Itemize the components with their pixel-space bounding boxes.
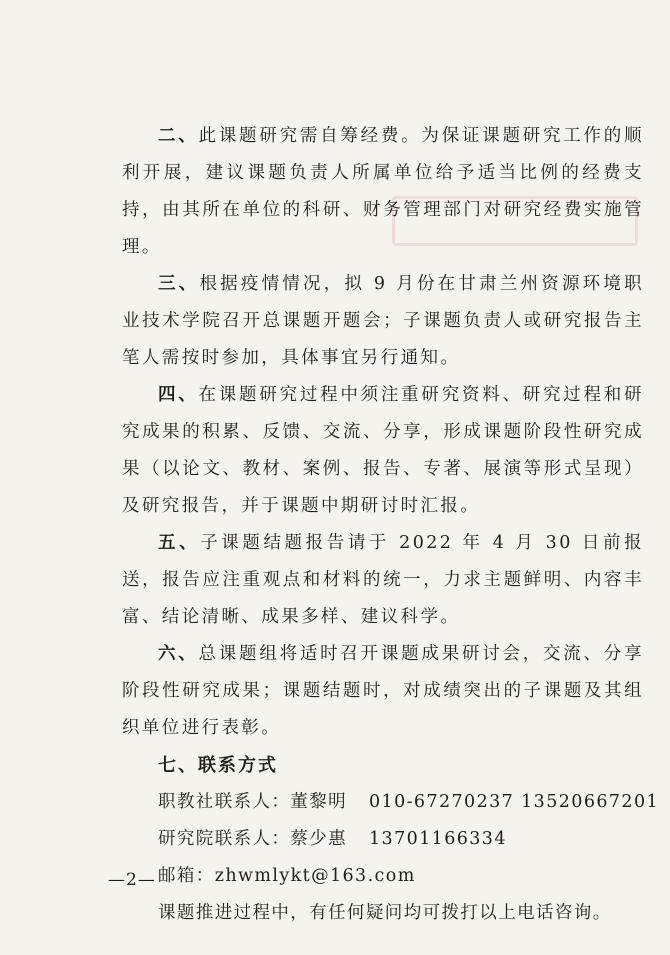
- zhijiao-contact-name: 职教社联系人：董黎明: [158, 792, 347, 812]
- paragraph-3: [122, 266, 644, 377]
- paragraph-6-lead: 六、: [158, 644, 199, 664]
- document-body: [122, 118, 660, 932]
- email-label: 邮箱：: [158, 866, 215, 886]
- page-number: —2—: [108, 870, 156, 890]
- paragraph-3-text: 根据疫情情况，拟 9 月份在甘肃兰州资源环境职业技术学院召开总课题开题会；子课题负责人或研究报告主笔人需按时参加，具体事宜另行通知。: [122, 274, 644, 368]
- yanjiu-contact-line: [122, 821, 644, 858]
- email-line: [122, 858, 644, 895]
- yanjiu-contact-name: 研究院联系人：蔡少惠: [158, 829, 347, 849]
- paragraph-4: [122, 377, 644, 525]
- paragraph-4-text: 在课题研究过程中须注重研究资料、研究过程和研究成果的积累、反馈、交流、分享，形成课题阶段性研究成果（以论文、教材、案例、报告、专著、展演等形式呈现）及研究报告，并于课题中期研讨时汇报。: [122, 385, 644, 516]
- paragraph-5-lead: 五、: [158, 533, 201, 553]
- paragraph-6: [122, 636, 644, 747]
- contact-note: 课题推进过程中，有任何疑问均可拨打以上电话咨询。: [158, 903, 612, 923]
- contact-heading: 七、联系方式: [158, 755, 278, 776]
- paragraph-5: [122, 525, 644, 636]
- paragraph-2: [122, 118, 644, 266]
- paragraph-2-lead: 二、: [158, 126, 199, 146]
- paragraph-3-lead: 三、: [158, 274, 200, 294]
- paragraph-6-text: 总课题组将适时召开课题成果研讨会，交流、分享阶段性研究成果；课题结题时，对成绩突出的子课题及其组织单位进行表彰。: [122, 644, 644, 738]
- paragraph-5-text: 子课题结题报告请于 2022 年 4 月 30 日前报送，报告应注重观点和材料的统一，力求主题鲜明、内容丰富、结论清晰、成果多样、建议科学。: [122, 533, 644, 627]
- zhijiao-contact-phones: 010-67270237 13520667201: [369, 792, 660, 812]
- yanjiu-contact-phone: 13701166334: [369, 829, 507, 849]
- paragraph-4-lead: 四、: [158, 385, 199, 405]
- zhijiao-contact-line: [122, 784, 660, 821]
- paragraph-2-text: 此课题研究需自筹经费。为保证课题研究工作的顺利开展，建议课题负责人所属单位给予适当比例的经费支持，由其所在单位的科研、财务管理部门对研究经费实施管理。: [122, 126, 644, 257]
- email-address: zhwmlykt@163.com: [214, 866, 416, 886]
